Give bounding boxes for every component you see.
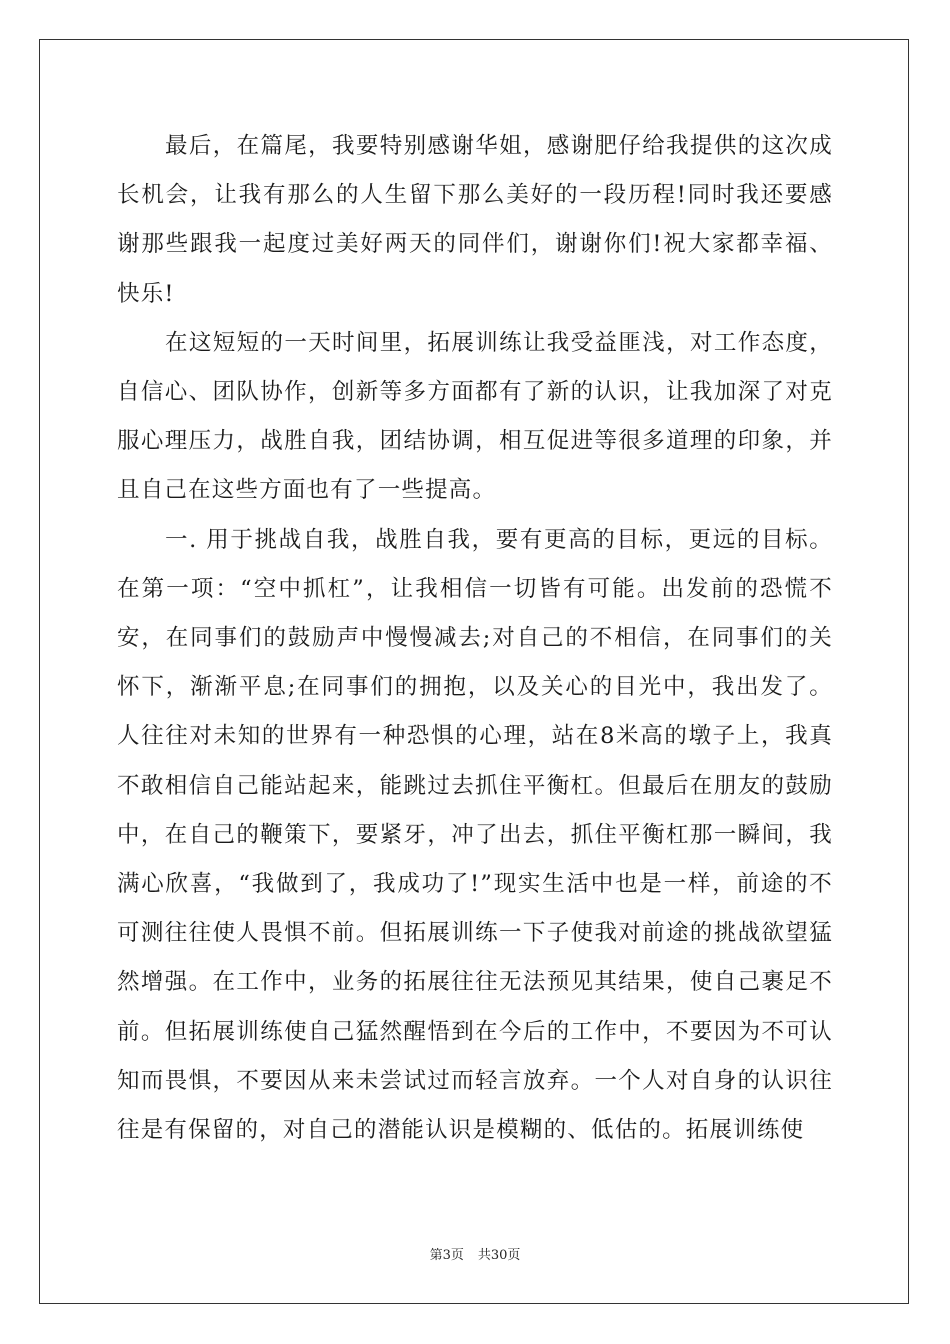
paragraph-closing-thanks: 最后，在篇尾，我要特别感谢华姐，感谢肥仔给我提供的这次成长机会，让我有那么的人生留下那么美好的一段历程!同时我还要感谢那些跟我一起度过美好两天的同伴们，谢谢你们!祝大家都幸福、快乐! xyxy=(117,133,833,307)
page-footer xyxy=(0,1244,950,1263)
document-body xyxy=(117,122,833,1155)
paragraph-challenge-self: 一. 用于挑战自我，战胜自我，要有更高的目标，更远的目标。在第一项：“空中抓杠”，让我相信一切皆有可能。出发前的恐慌不安，在同事们的鼓励声中慢慢减去;对自己的不相信，在同事们的关怀下，渐渐平息;在同事们的拥抱，以及关心的目光中，我出发了。人往往对未知的世界有一种恐惧的心理，站在8米高的墩子上，我真不敢相信自己能站起来，能跳过去抓住平衡杠。但最后在朋友的鼓励中，在自己的鞭策下，要紧牙，冲了出去，抓住平衡杠那一瞬间，我满心欣喜，“我做到了，我成功了!”现实生活中也是一样，前途的不可测往往使人畏惧不前。但拓展训练一下子使我对前途的挑战欲望猛然增强。在工作中，业务的拓展往往无法预见其结果，使自己裹足不前。但拓展训练使自己猛然醒悟到在今后的工作中，不要因为不可认知而畏惧，不要因从来未尝试过而轻言放弃。一个人对自身的认识往往是有保留的，对自己的潜能认识是模糊的、低估的。拓展训练使 xyxy=(117,526,833,1144)
page-number: 第3页 xyxy=(429,1248,464,1263)
page-total: 共30页 xyxy=(477,1248,521,1263)
paragraph-training-summary: 在这短短的一天时间里，拓展训练让我受益匪浅，对工作态度，自信心、团队协作，创新等多方面都有了新的认识，让我加深了对克服心理压力，战胜自我，团结协调，相互促进等很多道理的印象，并且自己在这些方面也有了一些提高。 xyxy=(117,329,833,504)
